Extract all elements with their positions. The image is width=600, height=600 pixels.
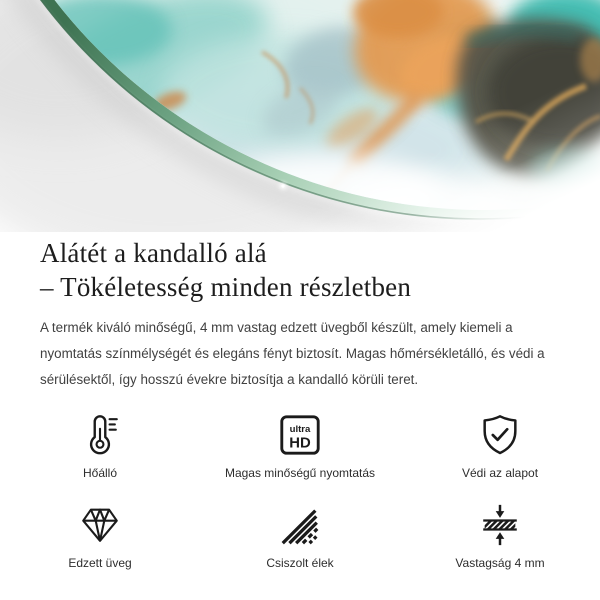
ultra-hd-icon-text-bottom: HD [289, 435, 311, 452]
feature-label: Edzett üveg [68, 556, 132, 570]
feature-item-thickness [400, 502, 600, 570]
feature-item-heat-resistant [0, 412, 200, 480]
product-hero-image [0, 0, 600, 232]
feature-item-print-quality [200, 412, 400, 480]
feature-item-polished-edges [200, 502, 400, 570]
feature-item-protects-base [400, 412, 600, 480]
product-info-section [0, 232, 600, 570]
page-title-line1: Alátét a kandalló alá [40, 238, 267, 268]
feature-label: Hőálló [82, 466, 118, 480]
feature-label: Védi az alapot [461, 466, 539, 480]
diamond-icon [77, 502, 123, 548]
product-description: A termék kiváló minőségű, 4 mm vastag edzett üvegből készült, amely kiemeli a nyomtatás színmélységét és elegáns fényt biztosít. Magas hőmérsékletálló, és védi a sérülésektől, így hosszú évekre biztosítja a kandalló körüli teret. [40, 320, 545, 387]
glass-plate-illustration [0, 0, 600, 232]
thickness-icon [477, 502, 523, 548]
feature-label: Csiszolt élek [266, 556, 334, 570]
page-title [40, 236, 560, 304]
ultra-hd-icon-text-top: ultra [289, 424, 311, 436]
thermometer-icon [77, 412, 123, 458]
white-fade-overlay [300, 40, 600, 232]
feature-grid [0, 412, 600, 570]
feature-item-tempered-glass [0, 502, 200, 570]
ultra-hd-icon [277, 412, 323, 458]
feature-label: Vastagság 4 mm [455, 556, 545, 570]
shield-check-icon [477, 412, 523, 458]
polished-edges-icon [277, 502, 323, 548]
feature-label: Magas minőségű nyomtatás [224, 466, 376, 480]
page-title-line2: – Tökéletesség minden részletben [40, 272, 412, 302]
